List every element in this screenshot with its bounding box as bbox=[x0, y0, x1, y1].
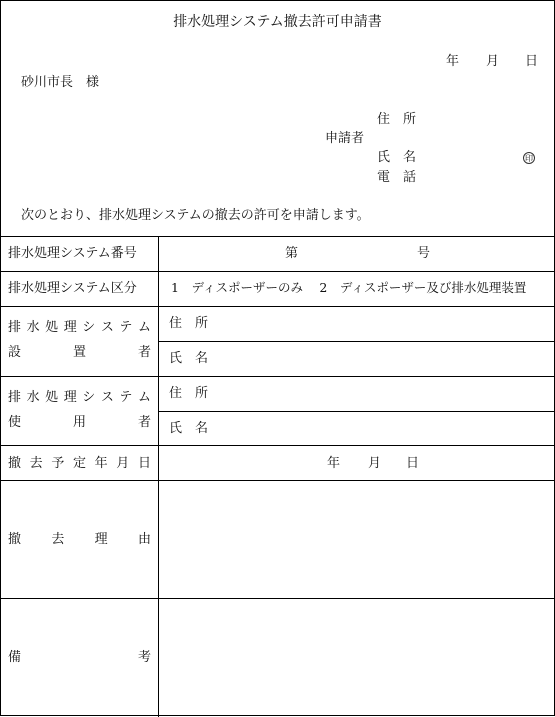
form-title: 排水処理システム撤去許可申請書 bbox=[173, 14, 382, 30]
addressee: 砂川市長 様 bbox=[21, 75, 100, 90]
table-subdivider bbox=[158, 341, 554, 342]
installer-label-top: 排 水 処 理 シ ス テ ム bbox=[8, 320, 151, 335]
system-category-label: 排水処理システム区分 bbox=[8, 281, 137, 296]
table-divider bbox=[1, 271, 554, 272]
date-day: 日 bbox=[525, 54, 539, 69]
removal-reason-field[interactable] bbox=[159, 481, 553, 597]
removal-year: 年 bbox=[327, 456, 341, 471]
installer-label-bottom: 設 置 者 bbox=[8, 345, 151, 360]
applicant-phone-label: 電 話 bbox=[377, 170, 417, 185]
table-top-border bbox=[1, 236, 554, 237]
user-label-top: 排 水 処 理 シ ス テ ム bbox=[8, 390, 151, 405]
date-year: 年 bbox=[446, 54, 460, 69]
system-number-label: 排水処理システム番号 bbox=[8, 246, 137, 261]
system-number-dai: 第 bbox=[285, 246, 299, 261]
remarks-field[interactable] bbox=[159, 599, 553, 715]
applicant-name-label: 氏 名 bbox=[377, 150, 417, 165]
applicant-label: 申請者 bbox=[325, 131, 365, 146]
removal-month: 月 bbox=[368, 456, 382, 471]
seal-icon: 印 bbox=[525, 154, 533, 163]
seal-mark bbox=[523, 151, 535, 164]
installer-name-label: 氏 名 bbox=[169, 351, 209, 366]
applicant-address-label: 住 所 bbox=[377, 112, 417, 127]
application-statement: 次のとおり、排水処理システムの撤去の許可を申請します。 bbox=[21, 208, 370, 223]
installer-address-label: 住 所 bbox=[169, 316, 209, 331]
date-month: 月 bbox=[486, 54, 500, 69]
user-address-label: 住 所 bbox=[169, 386, 209, 401]
removal-reason-label: 撤 去 理 由 bbox=[8, 532, 151, 547]
remarks-label: 備 考 bbox=[8, 650, 151, 665]
table-divider bbox=[1, 376, 554, 377]
system-number-go: 号 bbox=[417, 246, 431, 261]
table-divider bbox=[1, 445, 554, 446]
table-divider bbox=[1, 306, 554, 307]
table-subdivider bbox=[158, 411, 554, 412]
removal-date-label: 撤 去 予 定 年 月 日 bbox=[8, 456, 151, 471]
removal-day: 日 bbox=[406, 456, 420, 471]
system-category-options: 1 ディスポーザーのみ 2 ディスポーザー及び排水処理装置 bbox=[171, 280, 527, 295]
user-label-bottom: 使 用 者 bbox=[8, 415, 151, 430]
user-name-label: 氏 名 bbox=[169, 421, 209, 436]
